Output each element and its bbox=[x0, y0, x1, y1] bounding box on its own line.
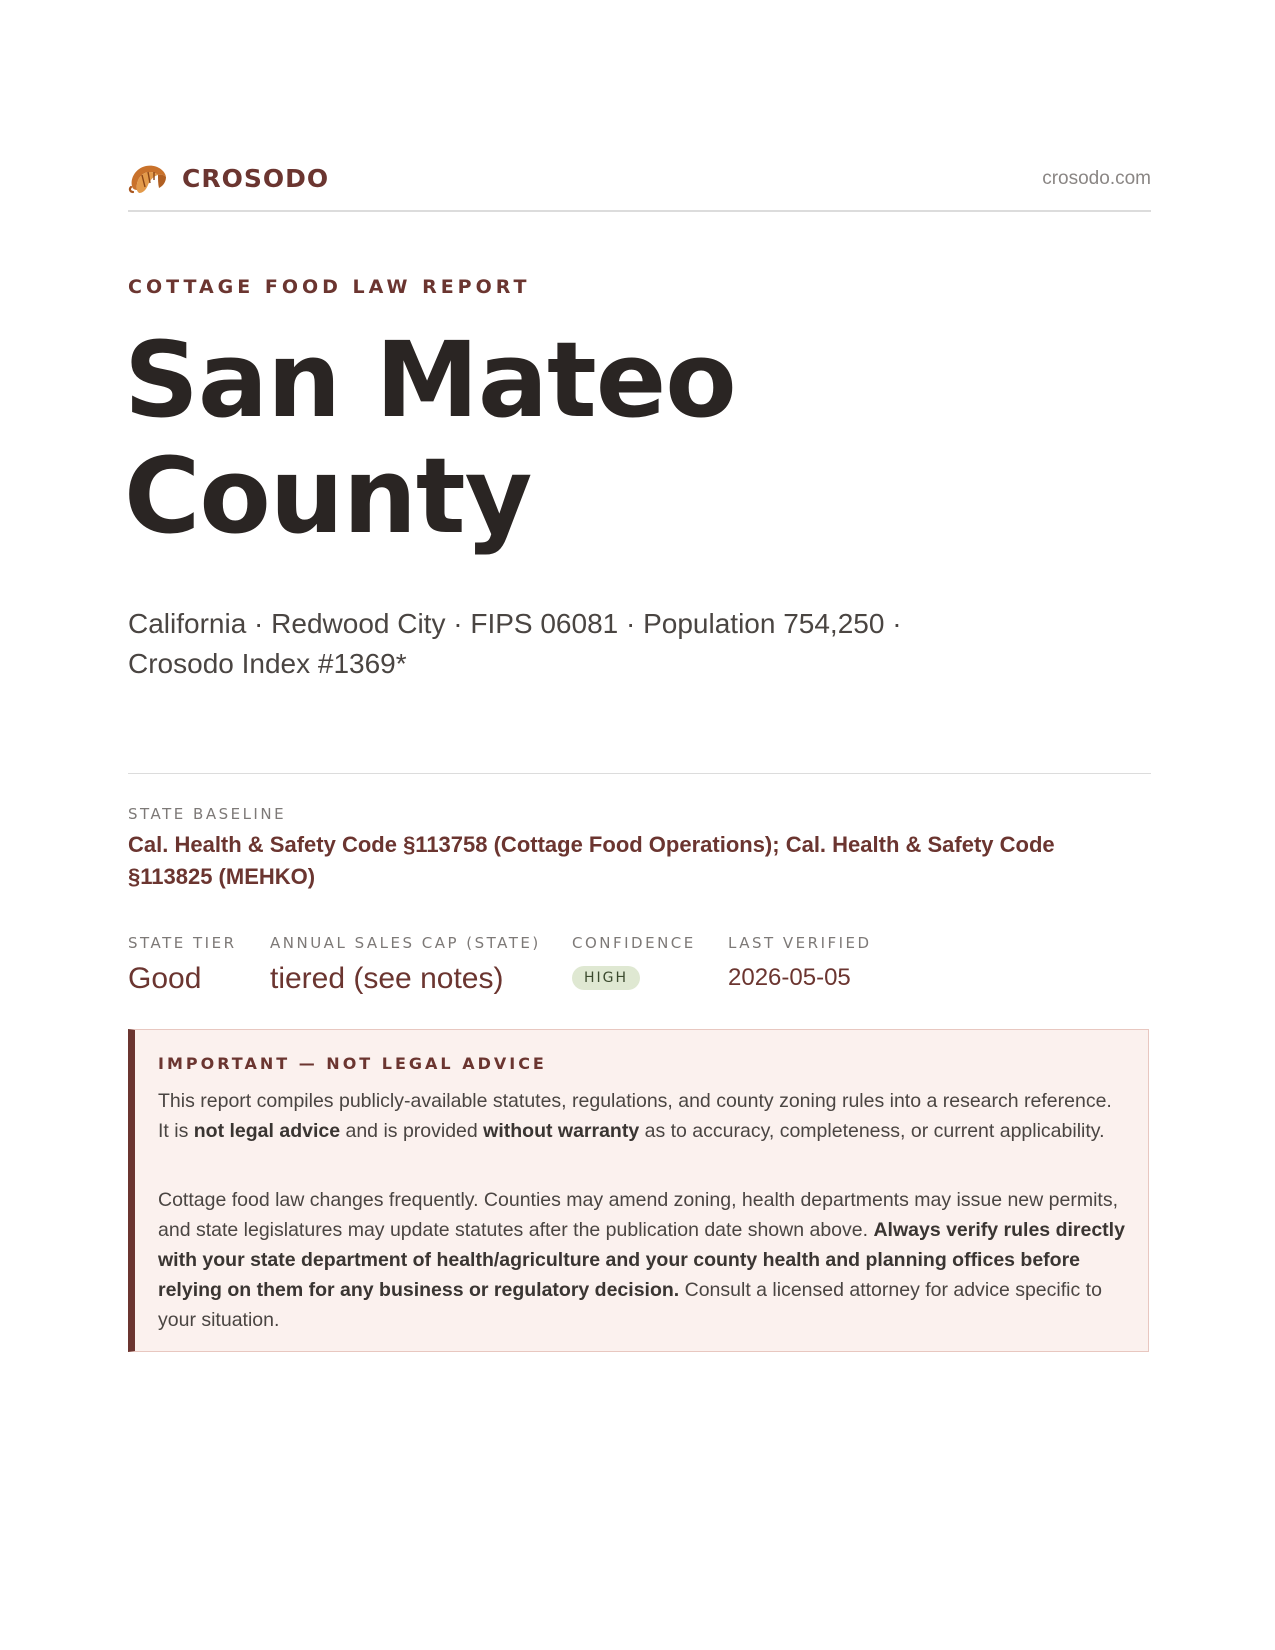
confidence-label: CONFIDENCE bbox=[572, 934, 696, 952]
confidence-badge: HIGH bbox=[572, 966, 640, 990]
title-line-2: County bbox=[124, 435, 532, 557]
notice-p1-bold-a: not legal advice bbox=[193, 1120, 341, 1142]
section-divider bbox=[128, 773, 1151, 774]
metric-state-tier bbox=[128, 934, 237, 996]
metric-last-verified bbox=[728, 934, 872, 992]
sales-cap-value: tiered (see notes) bbox=[270, 962, 504, 995]
notice-p1-bold-b: without warranty bbox=[483, 1120, 640, 1142]
report-kicker: COTTAGE FOOD LAW REPORT bbox=[128, 276, 531, 298]
notice-p2-bold: Always verify rules directly with your state department of health/agriculture and your county health and planning offices before relying on them for any business or regulatory decision. bbox=[158, 1219, 1125, 1301]
state-baseline-label: STATE BASELINE bbox=[128, 805, 287, 823]
notice-paragraph-2 bbox=[158, 1185, 1128, 1335]
title-line-1: San Mateo bbox=[124, 319, 736, 441]
notice-paragraph-1 bbox=[158, 1086, 1128, 1146]
brand[interactable] bbox=[128, 160, 329, 196]
metric-confidence bbox=[572, 934, 696, 990]
notice-p2-text-b: Consult a licensed attorney for advice specific to your situation. bbox=[158, 1279, 1102, 1331]
metric-sales-cap bbox=[270, 934, 541, 996]
state-baseline-value: Cal. Health & Safety Code §113758 (Cottage Food Operations); Cal. Health & Safety Code §113825 (MEHKO) bbox=[128, 832, 1055, 889]
state-tier-value: Good bbox=[128, 962, 202, 995]
notice-p1-text-a: This report compiles publicly-available statutes, regulations, and county zoning rules into a research reference. It is bbox=[158, 1090, 1112, 1142]
last-verified-label: LAST VERIFIED bbox=[728, 934, 872, 952]
notice-p1-text-c: as to accuracy, completeness, or current applicability. bbox=[639, 1120, 1105, 1142]
notice-p1-text-b: and is provided bbox=[340, 1120, 484, 1142]
legal-notice-box bbox=[128, 1029, 1149, 1352]
page-header bbox=[128, 158, 1151, 212]
last-verified-value: 2026-05-05 bbox=[728, 964, 851, 991]
notice-p2-text-a: Cottage food law changes frequently. Counties may amend zoning, health departments may issue new permits, and state legislatures may update statutes after the publication date shown above. bbox=[158, 1189, 1118, 1241]
croissant-icon bbox=[128, 160, 168, 196]
site-url-link[interactable]: crosodo.com bbox=[1042, 168, 1151, 189]
county-subtitle: California · Redwood City · FIPS 06081 · Population 754,250 · Crosodo Index #1369* bbox=[128, 608, 902, 679]
brand-name: CROSODO bbox=[182, 163, 330, 193]
page-title bbox=[124, 319, 1024, 557]
notice-title: IMPORTANT — NOT LEGAL ADVICE bbox=[158, 1054, 547, 1073]
sales-cap-label: ANNUAL SALES CAP (STATE) bbox=[270, 934, 541, 952]
state-tier-label: STATE TIER bbox=[128, 934, 237, 952]
